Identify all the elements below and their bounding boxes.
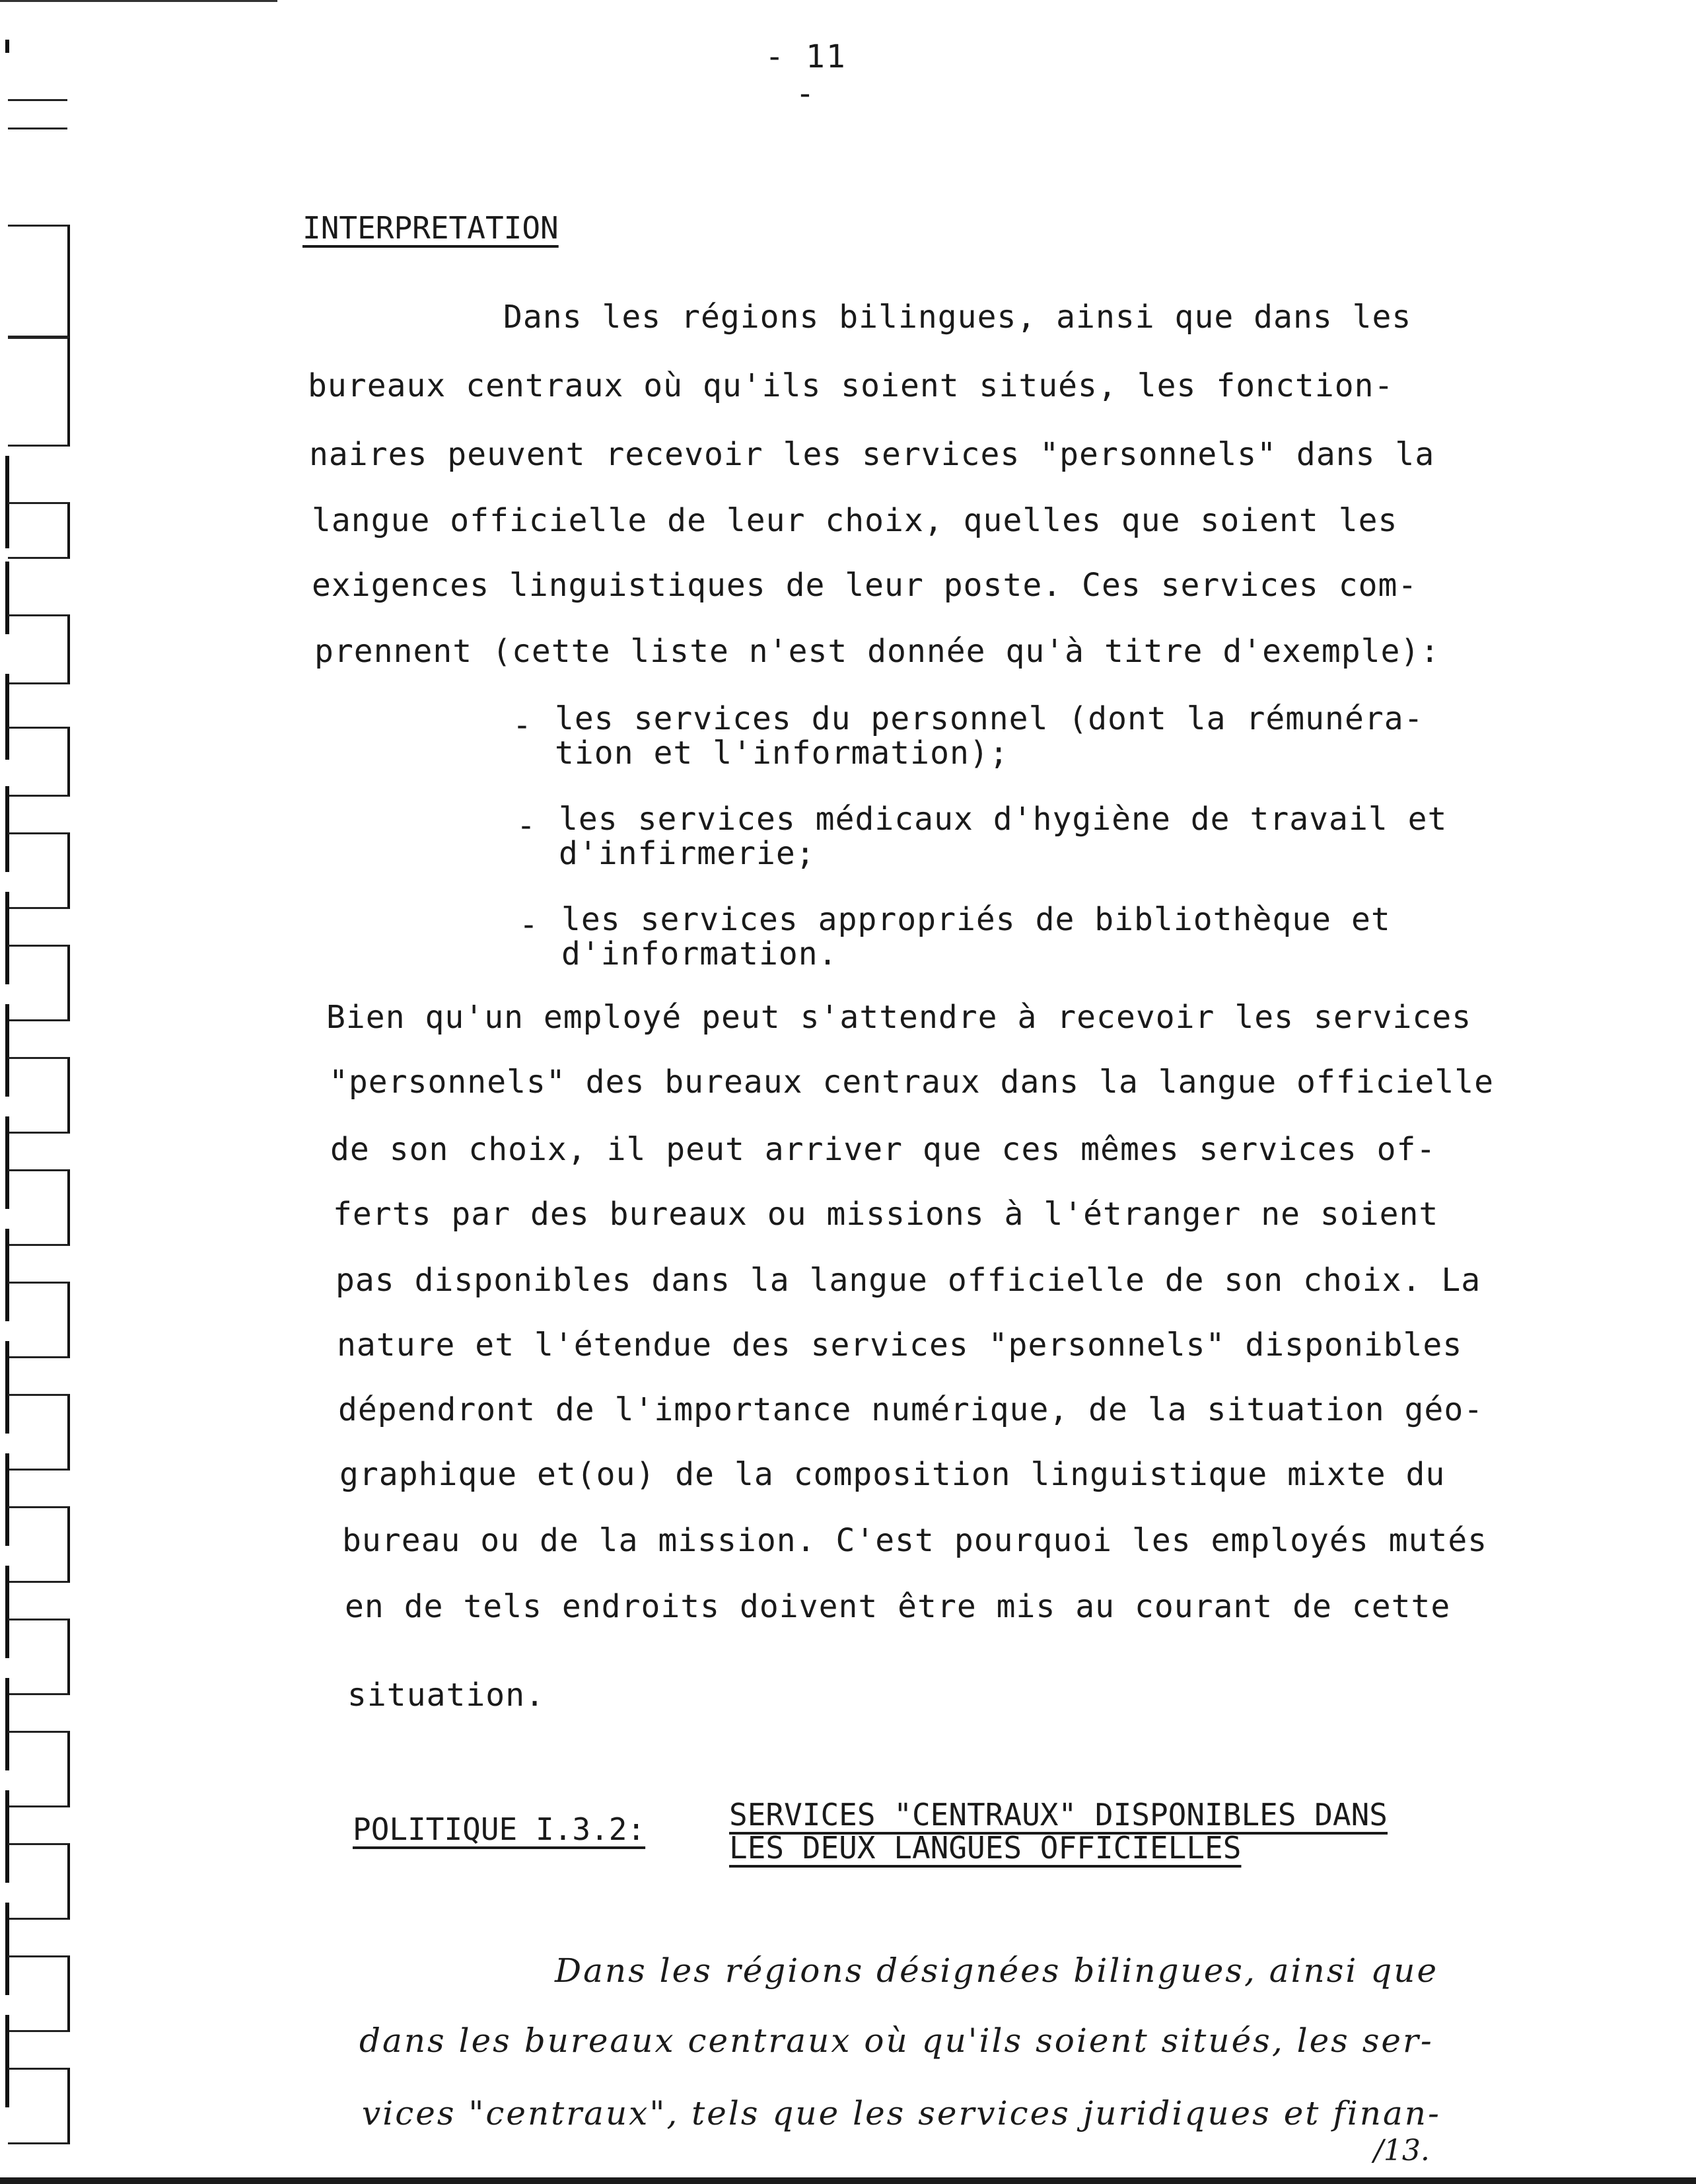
paragraph-line: dépendront de l'importance numérique, de la situation géo- <box>338 1391 1484 1428</box>
binding-bracket <box>8 1506 70 1583</box>
binding-bracket <box>8 1169 70 1246</box>
italic-paragraph-line: vices "centraux", tels que les services juridiques et finan- <box>362 2094 1441 2132</box>
list-item-line: d'information. <box>561 935 838 972</box>
policy-title-line: LES DEUX LANGUES OFFICIELLES <box>729 1830 1242 1866</box>
spiral-binding <box>0 0 92 2184</box>
next-page-folio: /13. <box>1374 2134 1430 2167</box>
binding-bracket <box>8 502 70 559</box>
paragraph-line: ferts par des bureaux ou missions à l'étranger ne soient <box>333 1196 1439 1233</box>
binding-bracket <box>8 1057 70 1134</box>
paragraph-line: situation. <box>347 1677 545 1714</box>
binding-bracket <box>8 99 67 129</box>
binding-mark <box>5 40 9 53</box>
italic-paragraph-line: dans les bureaux centraux où qu'ils soient situés, les ser- <box>359 2021 1434 2060</box>
list-item-line: tion et l'information); <box>555 735 1009 772</box>
paragraph-line: Dans les régions bilingues, ainsi que dans les <box>503 299 1412 336</box>
list-bullet: - <box>519 906 538 943</box>
list-item-line: d'infirmerie; <box>559 835 816 872</box>
binding-bracket <box>8 225 70 338</box>
page-number: - 11 - <box>765 38 847 112</box>
list-item-line: les services médicaux d'hygiène de travail et <box>559 801 1448 838</box>
list-bullet: - <box>512 707 532 744</box>
list-bullet: - <box>516 807 536 844</box>
list-item-line: les services du personnel (dont la rémunéra- <box>555 700 1424 737</box>
binding-bracket <box>8 337 70 447</box>
paragraph-line: exigences linguistiques de leur poste. Ces services com- <box>312 567 1418 604</box>
bottom-edge-line <box>0 2177 1696 2184</box>
paragraph-line: de son choix, il peut arriver que ces mêmes services of- <box>330 1131 1436 1168</box>
binding-bracket <box>8 1282 70 1358</box>
binding-bracket <box>8 1619 70 1695</box>
paragraph-line: prennent (cette liste n'est donnée qu'à titre d'exemple): <box>314 633 1440 670</box>
paragraph-line: bureaux centraux où qu'ils soient situés, les fonction- <box>308 367 1394 404</box>
italic-paragraph-line: Dans les régions désignées bilingues, ainsi que <box>555 1951 1439 1990</box>
paragraph-line: pas disponibles dans la langue officielle de son choix. La <box>336 1262 1481 1299</box>
binding-bracket <box>8 1731 70 1807</box>
binding-bracket <box>8 2068 70 2144</box>
paragraph-line: naires peuvent recevoir les services "personnels" dans la <box>309 436 1435 473</box>
policy-title-line: SERVICES "CENTRAUX" DISPONIBLES DANS <box>729 1797 1388 1833</box>
binding-bracket <box>8 614 70 684</box>
binding-bracket <box>8 1394 70 1471</box>
paragraph-line: graphique et(ou) de la composition linguistique mixte du <box>339 1456 1446 1493</box>
paragraph-line: bureau ou de la mission. C'est pourquoi les employés mutés <box>342 1522 1488 1559</box>
paragraph-line: langue officielle de leur choix, quelles que soient les <box>312 502 1398 539</box>
paragraph-line: en de tels endroits doivent être mis au courant de cette <box>345 1588 1451 1625</box>
binding-bracket <box>8 727 70 797</box>
paragraph-line: nature et l'étendue des services "personnels" disponibles <box>337 1327 1463 1364</box>
binding-bracket <box>8 1843 70 1920</box>
binding-bracket <box>8 945 70 1021</box>
binding-bracket <box>8 832 70 909</box>
list-item-line: les services appropriés de bibliothèque et <box>561 901 1391 938</box>
section-heading: INTERPRETATION <box>302 210 559 246</box>
paragraph-line: Bien qu'un employé peut s'attendre à recevoir les services <box>326 999 1472 1036</box>
policy-label: POLITIQUE I.3.2: <box>353 1811 646 1847</box>
binding-bracket <box>8 1955 70 2032</box>
paragraph-line: "personnels" des bureaux centraux dans la langue officielle <box>329 1064 1495 1101</box>
